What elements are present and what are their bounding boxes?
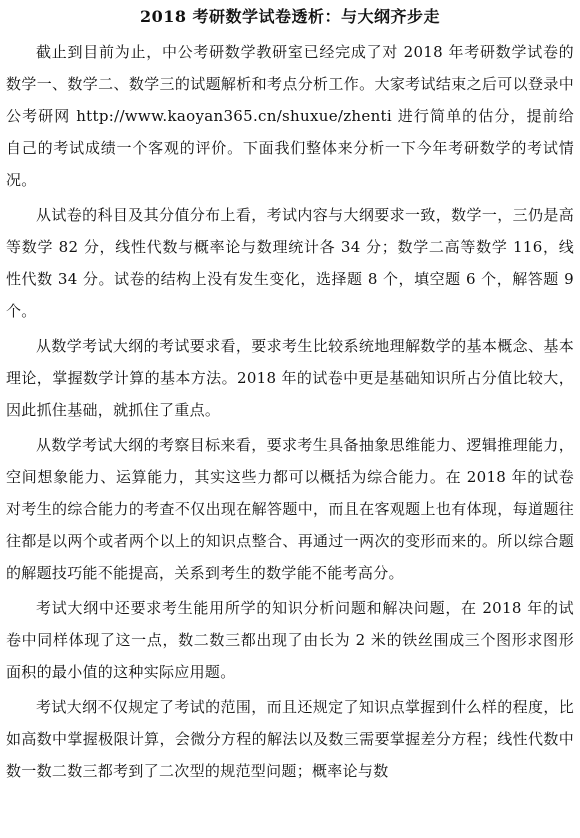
- paragraph-application: 考试大纲中还要求考生能用所学的知识分析问题和解决问题，在 2018 年的试卷中同样体现了这一点，数二数三都出现了由长为 2 米的铁丝围成三个图形求图形面积的最小值的这种实际应用题。: [6, 599, 574, 681]
- paragraph-assessment-goals: 从数学考试大纲的考察目标来看，要求考生具备抽象思维能力、逻辑推理能力，空间想象能力、运算能力，其实这些力都可以概括为综合能力。在 2018 年的试卷对考生的综合能力的考查不仅出现在解答题中，而且在客观题上也有体现，每道题往往都是以两个或者两个以上的知识点整合、再通过一两次的变形而来的。所以综合题的解题技巧能不能提高，关系到考生的数学能不能考高分。: [6, 436, 574, 582]
- paragraph-exam-requirements: 从数学考试大纲的考试要求看，要求考生比较系统地理解数学的基本概念、基本理论，掌握数学计算的基本方法。2018 年的试卷中更是基础知识所占分值比较大，因此抓住基础，就抓住了重点。: [6, 337, 574, 419]
- paragraph-scope: 考试大纲不仅规定了考试的范围，而且还规定了知识点掌握到什么样的程度，比如高数中掌握极限计算，会微分方程的解法以及数三需要掌握差分方程；线性代数中数一数二数三都考到了二次型的规范型问题；概率论与数: [6, 698, 574, 780]
- paragraph-intro: 截止到目前为止，中公考研数学教研室已经完成了对 2018 年考研数学试卷的数学一、数学二、数学三的试题解析和考点分析工作。大家考试结束之后可以登录中公考研网 http://www.kaoyan365.cn/shuxue/zhenti 进行简单的估分，提前给自己的考试成绩一个客观的评价。下面我们整体来分析一下今年考研数学的考试情况。: [6, 43, 574, 189]
- document-title: 2018 考研数学试卷透析：与大纲齐步走: [139, 7, 441, 26]
- paragraph-score-distribution: 从试卷的科目及其分值分布上看，考试内容与大纲要求一致，数学一，三仍是高等数学 82 分，线性代数与概率论与数理统计各 34 分；数学二高等数学 116，线性代数 34 分。试卷的结构上没有发生变化，选择题 8 个，填空题 6 个，解答题 9 个。: [6, 206, 574, 320]
